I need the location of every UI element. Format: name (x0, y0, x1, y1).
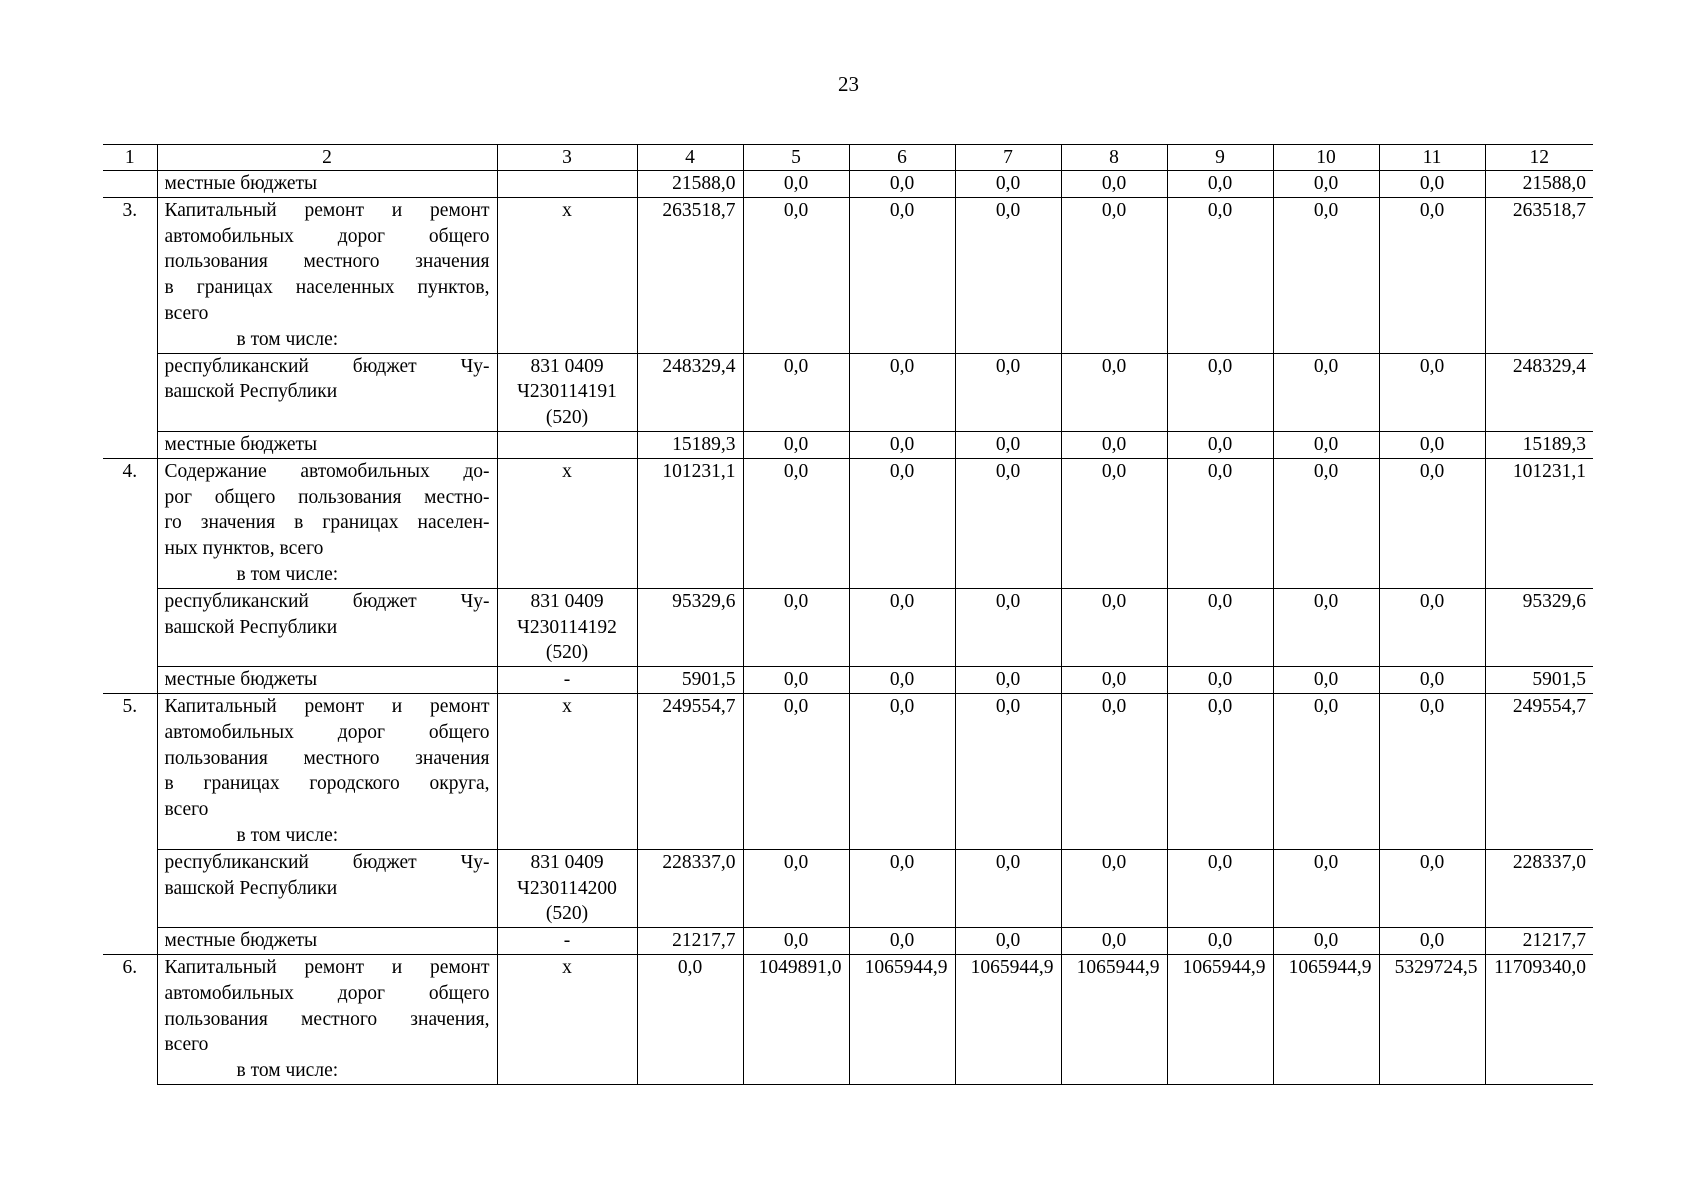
value-cell-col-7: 0,0 (955, 667, 1061, 694)
row-name-cell (157, 693, 497, 849)
value-cell-col-9: 0,0 (1167, 171, 1273, 198)
value-cell-col-11: 0,0 (1379, 928, 1485, 955)
column-header-12: 12 (1485, 145, 1593, 171)
value-cell-col-5: 0,0 (743, 667, 849, 694)
table-row (103, 849, 1593, 927)
budget-code-line: (520) (545, 642, 589, 664)
value-cell-col-8: 0,0 (1061, 693, 1167, 849)
value-cell-col-9: 0,0 (1167, 588, 1273, 666)
budget-code-line: Ч230114192 (517, 616, 617, 638)
value-cell-col-9: 0,0 (1167, 353, 1273, 431)
value-cell-col-6: 0,0 (849, 171, 955, 198)
value-cell-col-9: 0,0 (1167, 458, 1273, 588)
page-number: 23 (838, 72, 859, 96)
value-cell-col-6: 0,0 (849, 928, 955, 955)
row-name-line: Содержание автомобильных до- (164, 460, 490, 482)
column-header-9: 9 (1167, 145, 1273, 171)
column-header-2: 2 (157, 145, 497, 171)
table-row (103, 667, 1593, 694)
budget-code-line (505, 171, 630, 197)
row-name-line: местные бюджеты (164, 669, 318, 691)
value-cell-col-5: 0,0 (743, 171, 849, 198)
row-number-cell (103, 849, 157, 927)
row-name-cell (157, 431, 497, 458)
value-cell-col-8: 0,0 (1061, 197, 1167, 353)
row-name-cell (157, 667, 497, 694)
row-name-line: всего (164, 302, 209, 324)
row-name-line: автомобильных дорог общего (164, 982, 490, 1004)
row-name-cell (157, 353, 497, 431)
budget-code-line: x (562, 956, 572, 978)
value-cell-col-5: 0,0 (743, 588, 849, 666)
value-cell-col-6: 0,0 (849, 197, 955, 353)
row-number-cell: 4. (103, 458, 157, 588)
table-row (103, 431, 1593, 458)
budget-code-line: Ч230114191 (517, 381, 617, 403)
value-cell-col-8: 0,0 (1061, 928, 1167, 955)
row-name-line: ных пунктов, всего (164, 538, 324, 560)
value-cell-col-11: 0,0 (1379, 353, 1485, 431)
value-cell-col-9: 1065944,9 (1167, 954, 1273, 1084)
value-cell-col-11: 0,0 (1379, 588, 1485, 666)
including-label: в том числе: (236, 824, 339, 846)
budget-code-cell (497, 353, 637, 431)
row-name-line: республиканский бюджет Чу- (164, 590, 490, 612)
value-cell-col-9: 0,0 (1167, 849, 1273, 927)
value-cell-col-12: 263518,7 (1485, 197, 1593, 353)
value-cell-col-10: 0,0 (1273, 431, 1379, 458)
budget-code-line: Ч230114200 (517, 877, 617, 899)
row-name-line: местные бюджеты (164, 930, 318, 952)
value-cell-col-7: 0,0 (955, 693, 1061, 849)
budget-code-cell (497, 458, 637, 588)
row-number-cell: 3. (103, 197, 157, 353)
table-row (103, 458, 1593, 588)
budget-code-cell (497, 928, 637, 955)
value-cell-col-10: 0,0 (1273, 458, 1379, 588)
budget-code-line: x (562, 460, 572, 482)
value-cell-col-9: 0,0 (1167, 928, 1273, 955)
value-cell-col-8: 1065944,9 (1061, 954, 1167, 1084)
budget-code-line: - (563, 930, 571, 952)
value-cell-col-10: 0,0 (1273, 171, 1379, 198)
value-cell-col-7: 0,0 (955, 171, 1061, 198)
row-name-line: в границах населенных пунктов, (164, 277, 490, 299)
value-cell-col-4: 263518,7 (637, 197, 743, 353)
budget-code-line: x (562, 695, 572, 717)
row-name-line: всего (164, 1034, 209, 1056)
table-row (103, 197, 1593, 353)
value-cell-col-10: 0,0 (1273, 197, 1379, 353)
row-number-cell (103, 353, 157, 431)
budget-code-line: (520) (545, 903, 589, 925)
value-cell-col-6: 0,0 (849, 693, 955, 849)
row-name-line: пользования местного значения (164, 251, 490, 273)
budget-code-cell (497, 431, 637, 458)
value-cell-col-6: 0,0 (849, 849, 955, 927)
value-cell-col-8: 0,0 (1061, 667, 1167, 694)
including-label: в том числе: (236, 1060, 339, 1082)
budget-code-line: 831 0409 (530, 851, 604, 873)
including-label: в том числе: (236, 328, 339, 350)
value-cell-col-5: 0,0 (743, 849, 849, 927)
value-cell-col-12: 21217,7 (1485, 928, 1593, 955)
value-cell-col-9: 0,0 (1167, 667, 1273, 694)
row-name-line: в границах городского округа, (164, 773, 490, 795)
value-cell-col-11: 0,0 (1379, 667, 1485, 694)
budget-code-line: 831 0409 (530, 590, 604, 612)
value-cell-col-4: 15189,3 (637, 431, 743, 458)
table-row (103, 693, 1593, 849)
column-header-10: 10 (1273, 145, 1379, 171)
row-name-line: Капитальный ремонт и ремонт (164, 956, 490, 978)
value-cell-col-5: 0,0 (743, 928, 849, 955)
value-cell-col-10: 0,0 (1273, 353, 1379, 431)
budget-code-cell (497, 171, 637, 198)
budget-code-cell (497, 849, 637, 927)
value-cell-col-12: 95329,6 (1485, 588, 1593, 666)
header-row (103, 145, 1593, 171)
row-name-line: местные бюджеты (164, 173, 318, 194)
value-cell-col-11: 0,0 (1379, 693, 1485, 849)
column-header-1: 1 (103, 145, 157, 171)
budget-code-line: (520) (545, 407, 589, 429)
budget-code-cell (497, 197, 637, 353)
budget-table (103, 144, 1593, 1085)
value-cell-col-10: 0,0 (1273, 667, 1379, 694)
budget-code-cell (497, 667, 637, 694)
column-header-6: 6 (849, 145, 955, 171)
value-cell-col-6: 1065944,9 (849, 954, 955, 1084)
row-number-cell: 6. (103, 954, 157, 1084)
value-cell-col-7: 0,0 (955, 588, 1061, 666)
value-cell-col-6: 0,0 (849, 458, 955, 588)
value-cell-col-7: 0,0 (955, 431, 1061, 458)
row-number-cell (103, 667, 157, 694)
value-cell-col-8: 0,0 (1061, 171, 1167, 198)
value-cell-col-6: 0,0 (849, 353, 955, 431)
value-cell-col-12: 228337,0 (1485, 849, 1593, 927)
value-cell-col-11: 0,0 (1379, 171, 1485, 198)
row-name-line: всего (164, 799, 209, 821)
value-cell-col-5: 0,0 (743, 693, 849, 849)
row-name-line: республиканский бюджет Чу- (164, 851, 490, 873)
value-cell-col-4: 0,0 (637, 954, 743, 1084)
budget-code-cell (497, 588, 637, 666)
column-header-5: 5 (743, 145, 849, 171)
value-cell-col-6: 0,0 (849, 588, 955, 666)
row-name-line: автомобильных дорог общего (164, 225, 490, 247)
value-cell-col-4: 228337,0 (637, 849, 743, 927)
value-cell-col-12: 15189,3 (1485, 431, 1593, 458)
value-cell-col-11: 5329724,5 (1379, 954, 1485, 1084)
row-number-cell (103, 588, 157, 666)
table-row (103, 588, 1593, 666)
value-cell-col-5: 1049891,0 (743, 954, 849, 1084)
column-header-4: 4 (637, 145, 743, 171)
value-cell-col-5: 0,0 (743, 197, 849, 353)
value-cell-col-7: 0,0 (955, 458, 1061, 588)
value-cell-col-4: 5901,5 (637, 667, 743, 694)
value-cell-col-4: 21588,0 (637, 171, 743, 198)
row-name-line: рог общего пользования местно- (164, 486, 490, 508)
row-name-line: автомобильных дорог общего (164, 721, 490, 743)
column-header-8: 8 (1061, 145, 1167, 171)
table-row (103, 928, 1593, 955)
value-cell-col-10: 1065944,9 (1273, 954, 1379, 1084)
row-number-cell (103, 928, 157, 955)
budget-code-line: 831 0409 (530, 355, 604, 377)
row-name-cell (157, 458, 497, 588)
value-cell-col-11: 0,0 (1379, 458, 1485, 588)
row-name-line: пользования местного значения, (164, 1008, 490, 1030)
value-cell-col-8: 0,0 (1061, 849, 1167, 927)
value-cell-col-12: 249554,7 (1485, 693, 1593, 849)
value-cell-col-9: 0,0 (1167, 693, 1273, 849)
row-name-line: Капитальный ремонт и ремонт (164, 199, 490, 221)
value-cell-col-4: 248329,4 (637, 353, 743, 431)
row-name-line: пользования местного значения (164, 747, 490, 769)
row-name-cell (157, 849, 497, 927)
value-cell-col-6: 0,0 (849, 667, 955, 694)
table-row (103, 353, 1593, 431)
column-header-11: 11 (1379, 145, 1485, 171)
value-cell-col-11: 0,0 (1379, 431, 1485, 458)
row-name-cell (157, 171, 497, 198)
budget-code-cell (497, 693, 637, 849)
value-cell-col-4: 249554,7 (637, 693, 743, 849)
value-cell-col-12: 248329,4 (1485, 353, 1593, 431)
value-cell-col-6: 0,0 (849, 431, 955, 458)
row-name-line: республиканский бюджет Чу- (164, 355, 490, 377)
row-name-line: го значения в границах населен- (164, 512, 490, 534)
row-name-cell (157, 954, 497, 1084)
value-cell-col-9: 0,0 (1167, 431, 1273, 458)
value-cell-col-8: 0,0 (1061, 588, 1167, 666)
budget-code-line (505, 432, 630, 458)
value-cell-col-10: 0,0 (1273, 849, 1379, 927)
value-cell-col-4: 101231,1 (637, 458, 743, 588)
row-number-cell (103, 171, 157, 198)
value-cell-col-4: 95329,6 (637, 588, 743, 666)
row-name-line: вашской Республики (164, 877, 338, 899)
value-cell-col-12: 21588,0 (1485, 171, 1593, 198)
column-header-7: 7 (955, 145, 1061, 171)
row-number-cell (103, 431, 157, 458)
value-cell-col-10: 0,0 (1273, 693, 1379, 849)
value-cell-col-12: 11709340,0 (1485, 954, 1593, 1084)
table-body (103, 145, 1593, 1085)
row-name-line: вашской Республики (164, 381, 338, 403)
budget-code-line: x (562, 199, 572, 221)
budget-code-line: - (563, 669, 571, 691)
value-cell-col-9: 0,0 (1167, 197, 1273, 353)
table-row (103, 171, 1593, 198)
value-cell-col-10: 0,0 (1273, 928, 1379, 955)
value-cell-col-8: 0,0 (1061, 458, 1167, 588)
value-cell-col-7: 0,0 (955, 197, 1061, 353)
row-name-cell (157, 928, 497, 955)
value-cell-col-5: 0,0 (743, 353, 849, 431)
table-row (103, 954, 1593, 1084)
value-cell-col-8: 0,0 (1061, 431, 1167, 458)
value-cell-col-10: 0,0 (1273, 588, 1379, 666)
row-number-cell: 5. (103, 693, 157, 849)
row-name-line: вашской Республики (164, 616, 338, 638)
value-cell-col-12: 101231,1 (1485, 458, 1593, 588)
row-name-cell (157, 197, 497, 353)
row-name-cell (157, 588, 497, 666)
including-label: в том числе: (236, 563, 339, 585)
value-cell-col-8: 0,0 (1061, 353, 1167, 431)
value-cell-col-11: 0,0 (1379, 197, 1485, 353)
value-cell-col-7: 0,0 (955, 849, 1061, 927)
value-cell-col-12: 5901,5 (1485, 667, 1593, 694)
row-name-line: Капитальный ремонт и ремонт (164, 695, 490, 717)
value-cell-col-5: 0,0 (743, 458, 849, 588)
value-cell-col-7: 0,0 (955, 353, 1061, 431)
row-name-line: местные бюджеты (164, 433, 318, 455)
value-cell-col-5: 0,0 (743, 431, 849, 458)
value-cell-col-4: 21217,7 (637, 928, 743, 955)
value-cell-col-7: 0,0 (955, 928, 1061, 955)
budget-code-cell (497, 954, 637, 1084)
value-cell-col-11: 0,0 (1379, 849, 1485, 927)
column-header-3: 3 (497, 145, 637, 171)
value-cell-col-7: 1065944,9 (955, 954, 1061, 1084)
